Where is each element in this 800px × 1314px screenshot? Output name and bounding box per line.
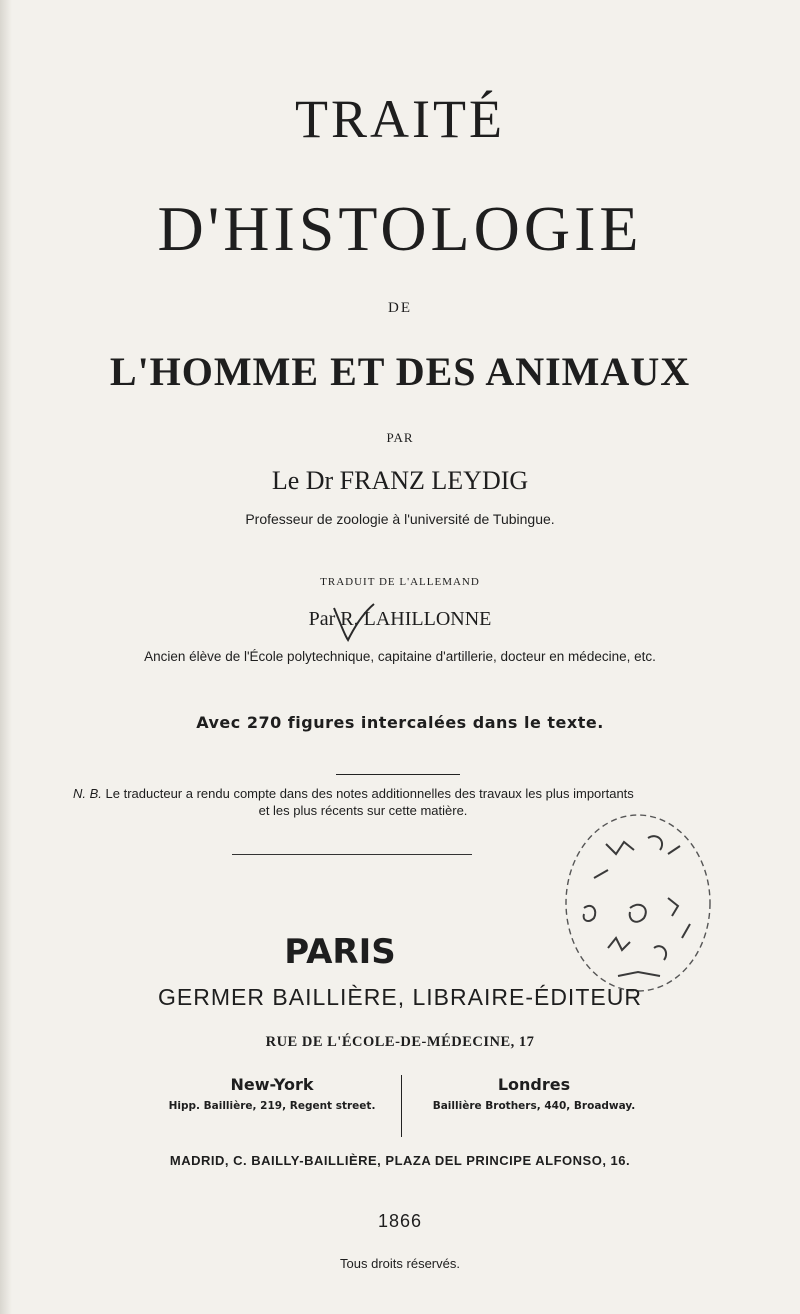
translator-credentials: Ancien élève de l'École polytechnique, capitaine d'artillerie, docteur en médecine, etc.	[144, 649, 656, 664]
translation-note: TRADUIT DE L'ALLEMAND	[320, 576, 480, 588]
title-line-3: L'HOMME ET DES ANIMAUX	[109, 349, 691, 394]
branch-madrid: MADRID, C. BAILLY-BAILLIÈRE, PLAZA DEL PRINCIPE ALFONSO, 16.	[169, 1153, 631, 1168]
publisher-city: PARIS	[284, 932, 396, 972]
handwritten-mark	[326, 600, 386, 644]
rights-notice: Tous droits réservés.	[340, 1256, 460, 1271]
branch-new-york	[152, 1075, 392, 1112]
title-connector: DE	[388, 300, 412, 316]
nb-label: N. B.	[73, 786, 102, 801]
branch-ny-address: Hipp. Baillière, 219, Regent street.	[168, 1100, 376, 1112]
branch-london	[414, 1075, 654, 1112]
separator-line	[232, 854, 472, 855]
title-line-2: D'HISTOLOGIE	[157, 193, 643, 264]
title-line-1: TRAITÉ	[295, 89, 505, 149]
figures-note: Avec 270 figures intercalées dans le texte.	[196, 713, 604, 732]
nb-line-2: et les plus récents sur cette matière.	[258, 803, 468, 818]
by-label: PAR	[386, 430, 414, 445]
author-affiliation: Professeur de zoologie à l'université de Tubingue.	[245, 511, 555, 527]
branch-ny-city: New-York	[230, 1075, 314, 1094]
branch-divider	[401, 1075, 402, 1137]
nb-line-1: Le traducteur a rendu compte dans des notes additionnelles des travaux les plus importants	[105, 786, 634, 801]
divider-rule	[336, 774, 460, 775]
branch-london-city: Londres	[497, 1075, 571, 1094]
branch-offices	[0, 1075, 800, 1135]
author-name: Le Dr FRANZ LEYDIG	[271, 466, 529, 495]
translator-name: Par R. LAHILLONNE	[308, 608, 492, 630]
branch-london-address: Baillière Brothers, 440, Broadway.	[432, 1100, 636, 1112]
publication-year: 1866	[377, 1211, 423, 1231]
publisher-address: RUE DE L'ÉCOLE-DE-MÉDECINE, 17	[265, 1034, 535, 1050]
publisher-name: GERMER BAILLIÈRE, LIBRAIRE-ÉDITEUR	[158, 984, 642, 1010]
